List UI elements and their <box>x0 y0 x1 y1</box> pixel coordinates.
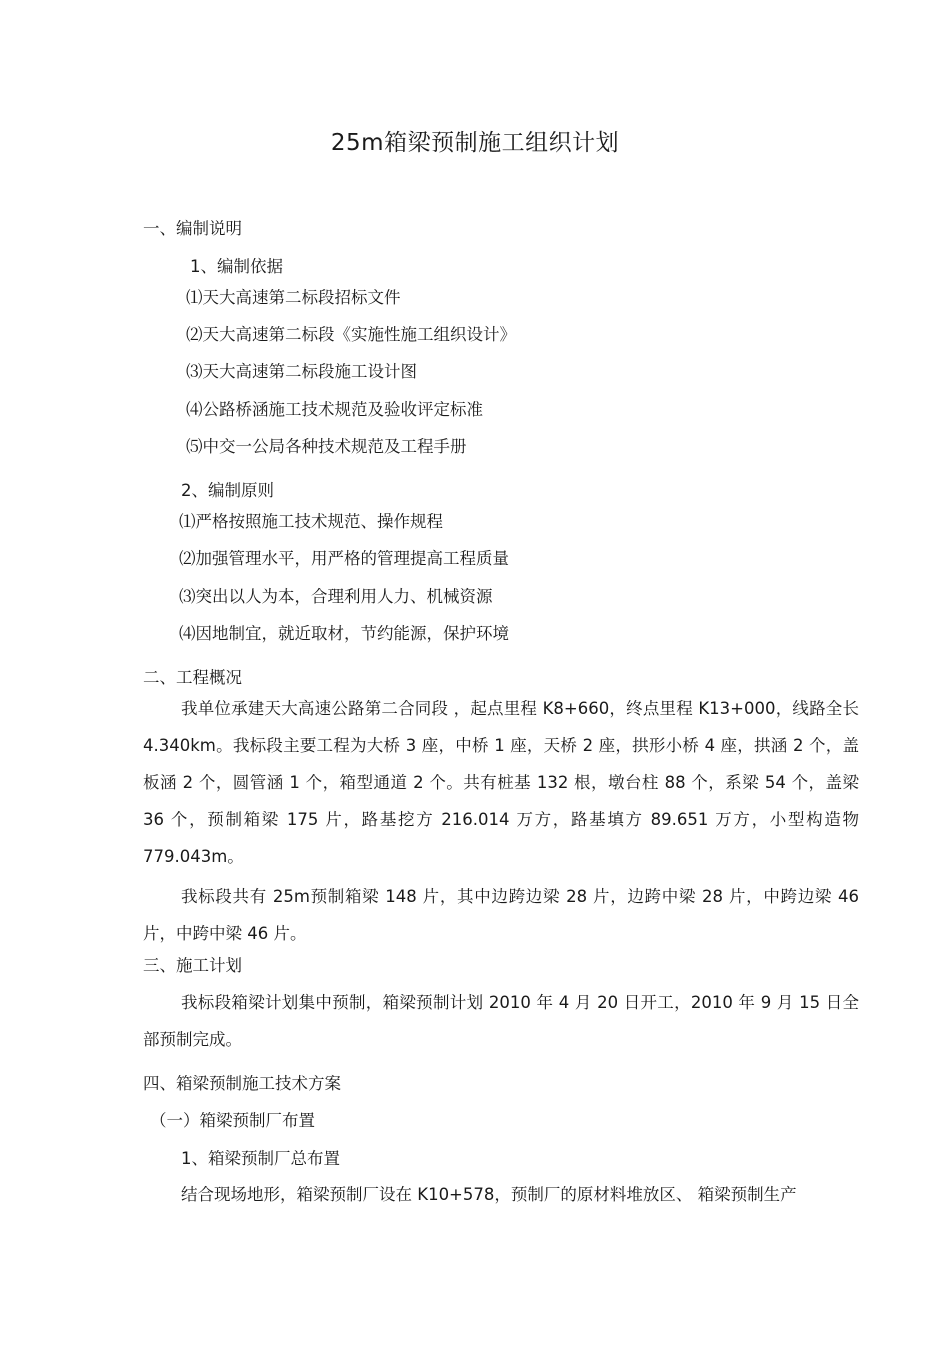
subsection-heading-layout: 1、箱梁预制厂总布置 <box>181 1149 340 1168</box>
principle-item: ⑶突出以人为本，合理利用人力、机械资源 <box>179 587 493 606</box>
basis-item: ⑴天大高速第二标段招标文件 <box>186 288 401 307</box>
basis-item: ⑷公路桥涵施工技术规范及验收评定标准 <box>186 400 483 419</box>
principle-item: ⑴严格按照施工技术规范、操作规程 <box>179 512 443 531</box>
box-girder-count-paragraph: 我标段共有 25m预制箱梁 148 片，其中边跨边梁 28 片，边跨中梁 28 片，中跨边梁 46 片，中跨中梁 46 片。 <box>143 887 859 943</box>
section-heading-3: 三、施工计划 <box>143 956 242 975</box>
subsection-heading-principles: 2、编制原则 <box>181 481 274 500</box>
document-title: 25m箱梁预制施工组织计划 <box>330 130 620 156</box>
section-heading-1: 一、编制说明 <box>143 219 242 238</box>
basis-item: ⑵天大高速第二标段《实施性施工组织设计》 <box>186 325 516 344</box>
basis-item: ⑶天大高速第二标段施工设计图 <box>186 362 417 381</box>
principle-item: ⑵加强管理水平，用严格的管理提高工程质量 <box>179 549 509 568</box>
basis-item: ⑸中交一公局各种技术规范及工程手册 <box>186 437 467 456</box>
subsection-heading-yard: （一）箱梁预制厂布置 <box>150 1111 315 1130</box>
project-overview-paragraph: 我单位承建天大高速公路第二合同段 ，起点里程 K8+660，终点里程 K13+000，线路全长 4.340km。我标段主要工程为大桥 3 座，中桥 1 座，天桥 2 座，拱形小桥 4 座，拱涵 2 个，盖板涵 2 个，圆管涵 1 个，箱型通道 2 个。共有桩基 132 根，墩台柱 88 个，系梁 54 个，盖梁 36 个，预制箱梁 175 片，路基挖方 216.014 万方，路基填方 89.651 万方，小型构造物 779.043m。 <box>143 699 859 866</box>
schedule-paragraph: 我标段箱梁计划集中预制，箱梁预制计划 2010 年 4 月 20 日开工，2010 年 9 月 15 日全部预制完成。 <box>143 993 859 1049</box>
section-heading-4: 四、箱梁预制施工技术方案 <box>143 1074 341 1093</box>
subsection-heading-basis: 1、编制依据 <box>190 257 283 276</box>
principle-item: ⑷因地制宜，就近取材，节约能源，保护环境 <box>179 624 509 643</box>
section-heading-2: 二、工程概况 <box>143 668 242 687</box>
yard-layout-paragraph: 结合现场地形，箱梁预制厂设在 K10+578，预制厂的原材料堆放区、 箱梁预制生产 <box>181 1185 797 1204</box>
